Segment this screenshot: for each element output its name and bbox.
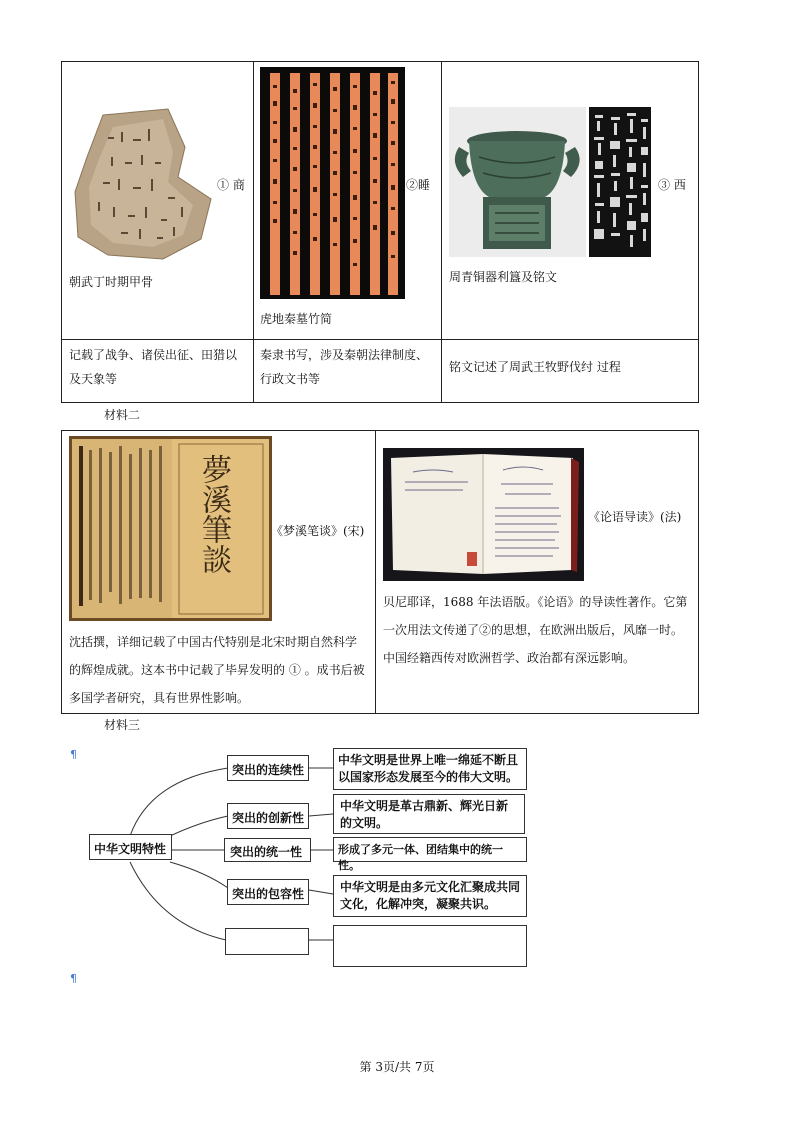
- oracle-bone-caption-a: ① 商: [217, 178, 245, 192]
- oracle-bone-caption-b: 朝武丁时期甲骨: [69, 275, 154, 289]
- branch-continuity: [227, 755, 309, 781]
- branch-innovation-label: 突出的创新性: [232, 811, 305, 825]
- table-vline: [375, 430, 376, 714]
- table-books: [61, 430, 699, 714]
- branch-continuity-desc-text: 中华文明是世界上唯一绵延不断且以国家形态发展至今的伟大文明。: [338, 753, 519, 784]
- table-ancient-records: [61, 61, 699, 403]
- material-two-label: 材料二: [104, 408, 141, 422]
- branch-unity: [224, 838, 311, 862]
- material-three-label: 材料三: [104, 718, 141, 732]
- bamboo-slips-caption-a: ②睡: [406, 178, 431, 192]
- paragraph-mark: ¶: [70, 748, 77, 761]
- paragraph-mark: ¶: [70, 972, 77, 985]
- branch-continuity-label: 突出的连续性: [232, 763, 305, 777]
- bamboo-slips-description: 秦隶书写，涉及秦朝法律制度、行政文书等: [260, 348, 429, 386]
- branch-blank: [225, 928, 309, 955]
- diagram-root: [89, 834, 172, 860]
- branch-unity-label: 突出的统一性: [230, 845, 303, 859]
- branch-innovation-desc-text: 中华文明是革古鼎新、辉光日新的文明。: [340, 799, 509, 830]
- bronze-caption-a: ③ 西: [658, 178, 686, 192]
- oracle-bone-description: 记载了战争、诸侯出征、田猎以及天象等: [69, 348, 238, 386]
- mengxi-bitan-book-image: [69, 436, 272, 621]
- branch-unity-desc-text: 形成了多元一体、团结集中的统一性。: [338, 843, 503, 872]
- branch-innovation: [227, 803, 309, 829]
- table-hline: [61, 339, 699, 340]
- mengxi-bitan-cover-title: 夢溪筆談: [196, 454, 231, 574]
- branch-continuity-desc: [333, 748, 527, 790]
- bronze-description: 铭文记述了周武王牧野伐纣 过程: [449, 360, 621, 374]
- bronze-caption-b: 周青铜器利簋及铭文: [449, 270, 558, 284]
- analects-french-caption: 《论语导读》(法): [588, 510, 682, 524]
- branch-inclusiveness-desc: [333, 875, 527, 917]
- branch-innovation-desc: [333, 794, 525, 834]
- branch-blank-desc: [333, 925, 527, 967]
- bamboo-slips-caption-b: 虎地秦墓竹简: [260, 312, 333, 326]
- oracle-bone-image: [73, 107, 213, 262]
- analects-french-description: 贝尼耶译，1688 年法语版。《论语》的导读性著作。它第一次用法文传递了②的思想，在欧洲出版后，风靡一时。中国经籍西传对欧洲哲学、政治都有深远影响。: [383, 595, 688, 665]
- table-vline: [253, 61, 254, 403]
- bronze-vessel-image: [449, 107, 586, 257]
- analects-french-book-image: [383, 448, 584, 581]
- bronze-inscription-image: [589, 107, 651, 257]
- page-footer: 第 3页/共 7页: [359, 1060, 435, 1074]
- branch-inclusiveness-desc-text: 中华文明是由多元文化汇聚成共同文化，化解冲突，凝聚共识。: [340, 880, 521, 911]
- bamboo-slips-image: [260, 67, 405, 299]
- branch-inclusiveness: [227, 879, 309, 905]
- diagram-root-label: 中华文明特性: [94, 842, 167, 856]
- mengxi-bitan-caption: 《梦溪笔谈》(宋): [271, 524, 365, 538]
- mengxi-bitan-description: 沈括撰，详细记载了中国古代特别是北宋时期自然科学的辉煌成就。这本书中记载了毕昇发明的 ① 。成书后被多国学者研究，具有世界性影响。: [69, 635, 365, 705]
- branch-unity-desc: [333, 837, 527, 872]
- branch-inclusiveness-label: 突出的包容性: [232, 887, 305, 901]
- table-vline: [441, 61, 442, 403]
